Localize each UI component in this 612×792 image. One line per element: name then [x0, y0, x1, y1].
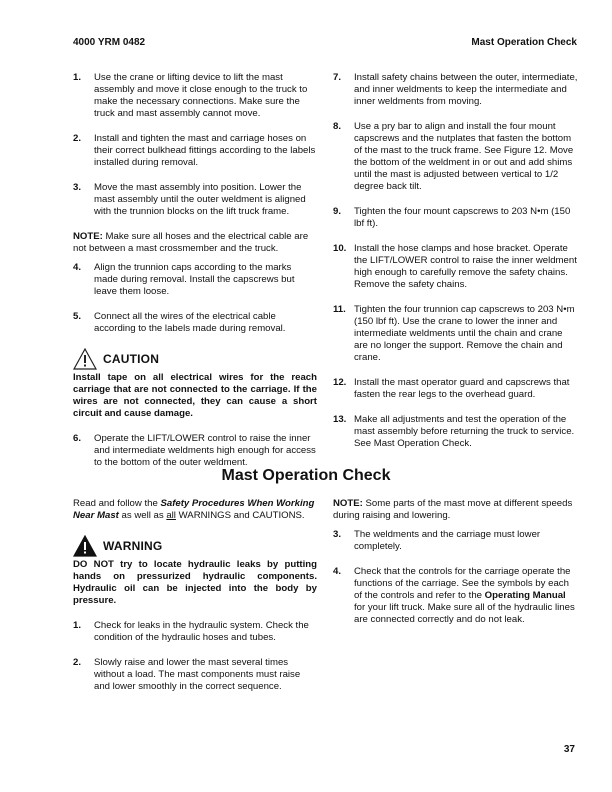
step-1 — [73, 72, 317, 120]
step-text: Use the crane or lifting device to lift the mast assembly and move it close enough to the truck to make the necessary connections. Make sure the truck and mast assembly cannot move. — [94, 72, 308, 119]
step-number: 5. — [73, 311, 82, 322]
check-step-2 — [73, 657, 317, 693]
step-text: Move the mast assembly into position. Lower the mast assembly until the outer weldment is aligned with the trunnion blocks on the lift truck frame. — [94, 182, 306, 217]
intro-underline: all — [166, 510, 176, 521]
step-number: 4. — [73, 262, 82, 273]
right-top-column — [333, 72, 578, 463]
note-label: NOTE: — [73, 231, 103, 242]
intro-bold-reference: Safety Procedures When Working Near Mast — [73, 498, 315, 521]
step-text: Make all adjustments and test the operation of the mast assembly before returning the truck to service. See Mast Operation Check. — [354, 414, 575, 449]
step-text: Install the mast operator guard and capscrews that fasten the rear legs to the overhead guard. — [354, 377, 570, 400]
step-text: Tighten the four mount capscrews to 203 N•m (150 lbf ft). — [354, 206, 571, 229]
step-13 — [333, 414, 578, 450]
step-text: The weldments and the carriage must lower completely. — [354, 529, 541, 552]
intro-paragraph — [73, 498, 317, 522]
note-text: Some parts of the mast move at different speeds during raising and lowering. — [333, 498, 573, 521]
step-2 — [73, 133, 317, 169]
step-10 — [333, 243, 578, 291]
step-text: Install safety chains between the outer, intermediate, and inner weldments to keep the intermediate and inner weldments from moving. — [354, 72, 578, 107]
operating-manual-reference: Operating Manual — [484, 590, 566, 601]
step-text: Check for leaks in the hydraulic system. Check the condition of the hydraulic hoses and tubes. — [94, 620, 309, 643]
step-text: Use a pry bar to align and install the four mount capscrews and the nutplates that fasten the bottom of the mast to the truck frame. See Figure 12. Move the bottom of the weldment in or out and add shims until the mast is adjusted between vertical to 1/2 degree back tilt. — [354, 121, 574, 192]
step-4-post: for your lift truck. Make sure all of the hydraulic lines are connected correctly and do not leak. — [354, 602, 575, 625]
step-text: Connect all the wires of the electrical cable according to the labels made during removal. — [94, 311, 286, 334]
step-text: Install the hose clamps and hose bracket. Operate the LIFT/LOWER control to raise the inner weldment high enough to carefully remove the safety chains. Remove the safety chains. — [354, 243, 577, 290]
check-step-1 — [73, 620, 317, 644]
step-number: 6. — [73, 433, 82, 444]
left-top-column — [73, 72, 317, 482]
step-text: Tighten the four trunnion cap capscrews to 203 N•m (150 lbf ft). Use the crane to lower the inner and intermediate weldments until the chain and crane are no longer the support. Remove the chain and crane. — [354, 304, 575, 363]
step-text — [354, 566, 578, 626]
caution-text: Install tape on all electrical wires for the reach carriage that are not connected to the carriage. If the wires are not connected, they can cause a short circuit and cause damage. — [73, 372, 317, 419]
step-text: Slowly raise and lower the mast several times without a load. The mast components must raise and lower smoothly in the correct sequence. — [94, 657, 301, 692]
step-7 — [333, 72, 578, 108]
header-section-title: Mast Operation Check — [471, 37, 577, 48]
section-heading: Mast Operation Check — [221, 467, 391, 484]
note-hoses — [73, 231, 317, 255]
step-number: 9. — [333, 206, 342, 217]
caution-triangle-icon — [73, 348, 97, 370]
step-4-pre: Check that the controls for the carriage operate the functions of the carriage. See the symbols by each of the controls and refer to the — [354, 566, 571, 601]
check-step-4 — [333, 566, 578, 626]
intro-post: WARNINGS and CAUTIONS. — [175, 510, 305, 521]
warning-triangle-icon — [73, 535, 97, 557]
step-number: 10. — [333, 243, 347, 254]
warning-text: DO NOT try to locate hydraulic leaks by putting hands on pressurized hydraulic components. Hydraulic oil can be injected into the body by pressure. — [73, 559, 317, 606]
step-6 — [73, 433, 317, 469]
step-8 — [333, 121, 578, 193]
warning-heading — [73, 535, 317, 557]
step-3 — [73, 182, 317, 218]
page-number: 37 — [563, 744, 575, 755]
step-9 — [333, 206, 578, 230]
step-number: 3. — [73, 182, 82, 193]
step-number: 2. — [73, 657, 82, 668]
step-number: 1. — [73, 72, 82, 83]
step-number: 2. — [73, 133, 82, 144]
step-5 — [73, 311, 317, 335]
step-number: 11. — [333, 304, 346, 315]
step-number: 8. — [333, 121, 342, 132]
step-number: 3. — [333, 529, 342, 540]
step-11 — [333, 304, 578, 364]
left-bottom-column — [73, 498, 317, 706]
intro-mid: as well as — [118, 510, 167, 521]
step-number: 4. — [333, 566, 342, 577]
right-bottom-column — [333, 498, 578, 639]
note-label: NOTE: — [333, 498, 363, 509]
step-number: 7. — [333, 72, 342, 83]
step-number: 13. — [333, 414, 347, 425]
intro-pre: Read and follow the — [73, 498, 161, 509]
step-text: Align the trunnion caps according to the marks made during removal. Install the capscrews but leave them loose. — [94, 262, 295, 297]
step-text: Operate the LIFT/LOWER control to raise the inner and intermediate weldments high enough for access to the bottom of the outer weldment. — [94, 433, 316, 468]
warning-title: WARNING — [103, 539, 163, 553]
step-number: 12. — [333, 377, 347, 388]
step-number: 1. — [73, 620, 82, 631]
step-4 — [73, 262, 317, 298]
step-12 — [333, 377, 578, 401]
note-text: Make sure all hoses and the electrical cable are not between a mast crossmember and the truck. — [73, 231, 309, 254]
note-speeds — [333, 498, 578, 522]
step-text: Install and tighten the mast and carriage hoses on their correct bulkhead fittings according to the labels installed during removal. — [94, 133, 316, 168]
caution-heading — [73, 348, 317, 370]
header-doc-code: 4000 YRM 0482 — [73, 37, 146, 48]
check-step-3 — [333, 529, 578, 553]
caution-title: CAUTION — [103, 352, 160, 366]
